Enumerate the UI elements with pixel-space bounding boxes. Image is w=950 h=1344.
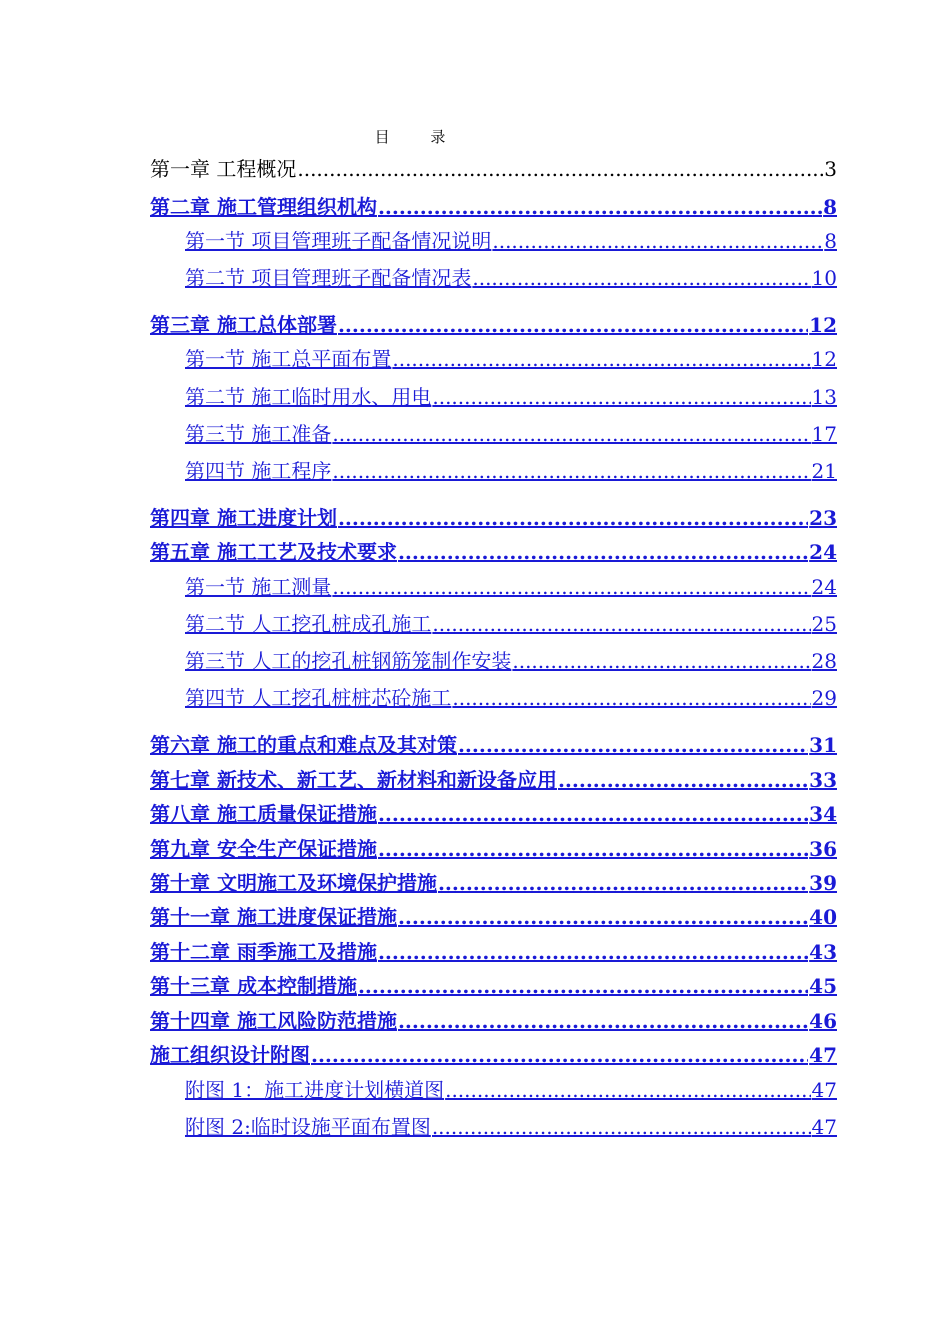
- toc-chapter-entry[interactable]: [150, 903, 837, 931]
- toc-dot-leader: [452, 684, 810, 712]
- toc-page-number: 43: [809, 940, 837, 964]
- toc-chapter-entry: [150, 155, 837, 183]
- toc-chapter-entry[interactable]: [150, 1007, 837, 1035]
- toc-dot-leader: [438, 869, 808, 897]
- toc-page-number: 29: [811, 686, 837, 710]
- toc-page-number: 17: [811, 422, 837, 446]
- toc-entry-label: 第八章 施工质量保证措施: [150, 802, 377, 826]
- toc-entry-label: 第五章 施工工艺及技术要求: [150, 540, 397, 564]
- toc-dot-leader: [398, 1007, 808, 1035]
- toc-dot-leader: [472, 264, 810, 292]
- toc-chapter-entry[interactable]: [150, 938, 837, 966]
- toc-page-number: 25: [811, 612, 837, 636]
- toc-page-number: 45: [809, 974, 837, 998]
- toc-section-entry[interactable]: [185, 264, 837, 292]
- toc-page-number: 33: [809, 768, 837, 792]
- toc-dot-leader: [378, 193, 822, 221]
- toc-page-number: 10: [811, 266, 837, 290]
- toc-chapter-entry[interactable]: [150, 835, 837, 863]
- toc-page-number: 24: [809, 540, 837, 564]
- toc-dot-leader: [558, 766, 808, 794]
- toc-entry-label: 第十章 文明施工及环境保护措施: [150, 871, 437, 895]
- toc-dot-leader: [311, 1041, 808, 1069]
- toc-page-number: 3: [824, 157, 837, 181]
- toc-page-number: 28: [811, 649, 837, 673]
- toc-section-entry[interactable]: [185, 1113, 837, 1141]
- toc-page-number: 34: [809, 802, 837, 826]
- toc-page-number: 39: [809, 871, 837, 895]
- toc-chapter-entry[interactable]: [150, 193, 837, 221]
- toc-chapter-entry[interactable]: [150, 504, 837, 532]
- toc-chapter-entry[interactable]: [150, 538, 837, 566]
- toc-dot-leader: [332, 420, 810, 448]
- toc-entry-label: 第十二章 雨季施工及措施: [150, 940, 377, 964]
- toc-page-number: 12: [809, 313, 837, 337]
- toc-page-number: 31: [809, 733, 837, 757]
- toc-entry-label: 第二节 人工挖孔桩成孔施工: [185, 612, 432, 636]
- toc-page-number: 46: [809, 1009, 837, 1033]
- toc-section-entry[interactable]: [185, 1076, 837, 1104]
- toc-page-number: 24: [811, 575, 837, 599]
- toc-chapter-entry[interactable]: [150, 731, 837, 759]
- toc-entry-label: 第四节 人工挖孔桩桩芯砼施工: [185, 686, 452, 710]
- toc-page-number: 40: [809, 905, 837, 929]
- toc-dot-leader: [492, 227, 823, 255]
- toc-dot-leader: [458, 731, 808, 759]
- toc-entry-label: 第四章 施工进度计划: [150, 506, 337, 530]
- toc-dot-leader: [378, 800, 808, 828]
- toc-entry-label: 第七章 新技术、新工艺、新材料和新设备应用: [150, 768, 557, 792]
- toc-entry-label: 第二节 施工临时用水、用电: [185, 385, 432, 409]
- toc-title: 目 录: [374, 128, 464, 146]
- toc-entry-label: 施工组织设计附图: [150, 1043, 310, 1067]
- toc-dot-leader: [378, 835, 808, 863]
- toc-entry-label: 第一节 项目管理班子配备情况说明: [185, 229, 492, 253]
- toc-page-number: 12: [811, 347, 837, 371]
- toc-dot-leader: [432, 383, 810, 411]
- toc-entry-label: 第九章 安全生产保证措施: [150, 837, 377, 861]
- toc-dot-leader: [445, 1076, 810, 1104]
- toc-chapter-entry[interactable]: [150, 1041, 837, 1069]
- toc-chapter-entry[interactable]: [150, 869, 837, 897]
- toc-dot-leader: [378, 938, 808, 966]
- toc-entry-label: 第一章 工程概况: [150, 157, 297, 181]
- toc-dot-leader: [338, 311, 808, 339]
- toc-entry-label: 第三节 人工的挖孔桩钢筋笼制作安装: [185, 649, 512, 673]
- toc-entry-label: 第二节 项目管理班子配备情况表: [185, 266, 472, 290]
- toc-page-number: 23: [809, 506, 837, 530]
- toc-page-number: 8: [823, 195, 837, 219]
- toc-entry-label: 第二章 施工管理组织机构: [150, 195, 377, 219]
- toc-entry-label: 第四节 施工程序: [185, 459, 332, 483]
- toc-section-entry[interactable]: [185, 610, 837, 638]
- toc-page-number: 47: [811, 1078, 837, 1102]
- toc-dot-leader: [332, 573, 810, 601]
- toc-dot-leader: [392, 345, 810, 373]
- toc-section-entry[interactable]: [185, 457, 837, 485]
- toc-chapter-entry[interactable]: [150, 800, 837, 828]
- toc-section-entry[interactable]: [185, 227, 837, 255]
- toc-dot-leader: [398, 903, 808, 931]
- toc-page-number: 47: [809, 1043, 837, 1067]
- toc-page-number: 36: [809, 837, 837, 861]
- toc-dot-leader: [332, 457, 810, 485]
- toc-section-entry[interactable]: [185, 383, 837, 411]
- toc-chapter-entry[interactable]: [150, 972, 837, 1000]
- toc-dot-leader: [432, 1113, 811, 1141]
- toc-entry-label: 附图 1：施工进度计划横道图: [185, 1078, 445, 1102]
- toc-chapter-entry[interactable]: [150, 766, 837, 794]
- toc-page-number: 13: [811, 385, 837, 409]
- toc-section-entry[interactable]: [185, 345, 837, 373]
- toc-entry-label: 第三章 施工总体部署: [150, 313, 337, 337]
- toc-entry-label: 附图 2:临时设施平面布置图: [185, 1115, 431, 1139]
- toc-page-number: 8: [824, 229, 837, 253]
- toc-entry-label: 第三节 施工准备: [185, 422, 332, 446]
- toc-entry-label: 第十三章 成本控制措施: [150, 974, 357, 998]
- toc-dot-leader: [358, 972, 808, 1000]
- toc-dot-leader: [338, 504, 808, 532]
- toc-entry-label: 第六章 施工的重点和难点及其对策: [150, 733, 457, 757]
- toc-dot-leader: [512, 647, 810, 675]
- toc-section-entry[interactable]: [185, 573, 837, 601]
- toc-chapter-entry[interactable]: [150, 311, 837, 339]
- toc-entry-label: 第十一章 施工进度保证措施: [150, 905, 397, 929]
- toc-entry-label: 第一节 施工测量: [185, 575, 332, 599]
- toc-entry-label: 第十四章 施工风险防范措施: [150, 1009, 397, 1033]
- toc-section-entry[interactable]: [185, 684, 837, 712]
- toc-section-entry[interactable]: [185, 647, 837, 675]
- toc-page-number: 21: [811, 459, 837, 483]
- toc-dot-leader: [432, 610, 810, 638]
- toc-entry-label: 第一节 施工总平面布置: [185, 347, 392, 371]
- toc-section-entry[interactable]: [185, 420, 837, 448]
- toc-page-number: 47: [811, 1115, 837, 1139]
- toc-dot-leader: [398, 538, 808, 566]
- toc-dot-leader: [297, 155, 823, 183]
